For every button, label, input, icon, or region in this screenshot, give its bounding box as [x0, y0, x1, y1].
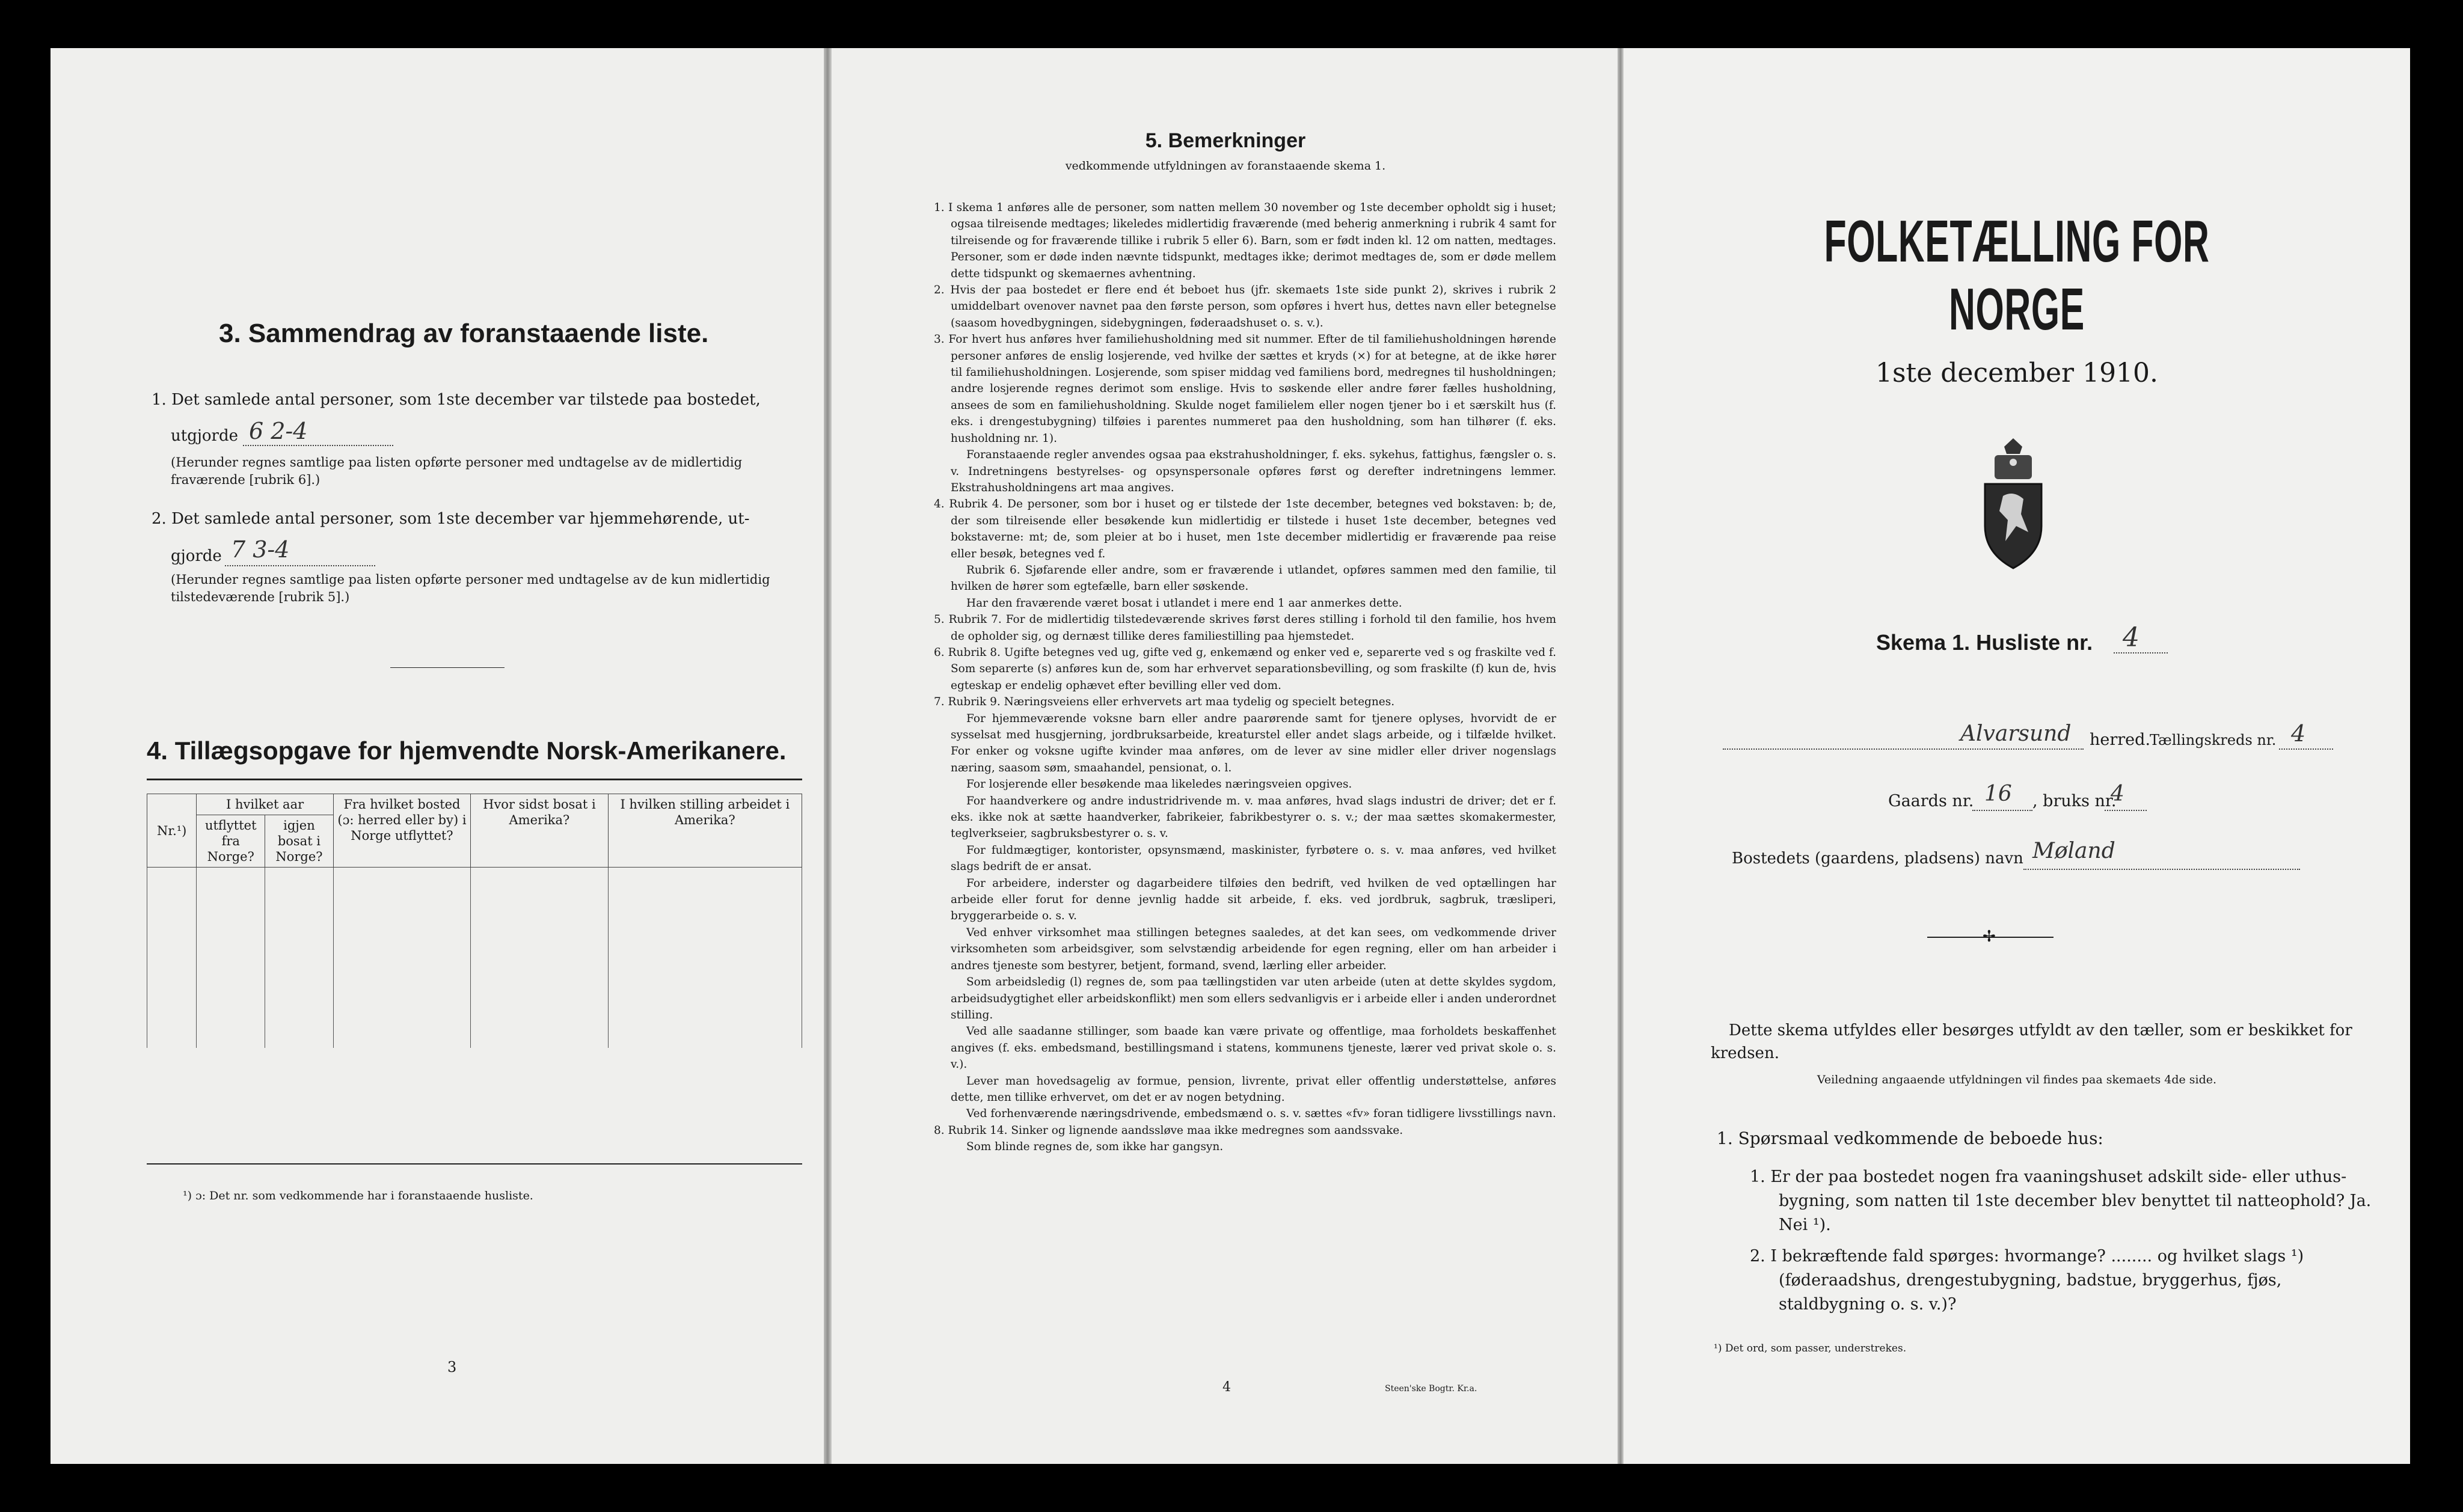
s3-item2-value: 7 3-4	[231, 536, 290, 563]
bosted-value: Møland	[2032, 839, 2115, 863]
table-row	[147, 868, 802, 904]
bosted-dotline	[2023, 869, 2300, 870]
s3-item1: 1. Det samlede antal personer, som 1ste december var tilstede paa bostedet,	[152, 391, 761, 409]
remark-item: 7. Rubrik 9. Næringsveiens eller erhvervets art maa tydelig og specielt betegnes.	[934, 696, 1395, 709]
remark-item: Ved forhenværende næringsdrivende, embedsmænd o. s. v. sættes «fv» foran tidligere livsstillings navn.	[966, 1107, 1556, 1121]
remark-item: Ved enhver virksomhet maa stillingen betegnes saaledes, at det kan sees, om vedkommende driver virksomheten som arbeidsgiver, som selvstændig arbeidende for egen regning, eller om han arbeider i andres tjeneste som bestyrer, betjent, formand, svend, lærling eller arbeider.	[951, 926, 1556, 972]
question-2: 2. I bekræftende fald spørges: hvormange? ........ og hvilket slags ¹) (føderaadshus, drengestubygning, badstue, bryggerhus, fjøs, staldbygning o. s. v.)?	[1750, 1247, 2304, 1314]
s3-item1-dotline	[243, 445, 393, 446]
remarks-list	[934, 200, 1556, 1155]
remark-item: 4. Rubrik 4. De personer, som bor i huset og er tilstede der 1ste december, betegnes ved bokstaven: b; de, der som tilreisende eller besøkende kun midlertidig er tilstede i huset 1ste december, betegnes ved bokstaverne: mt; de, som pleier at bo i huset, men 1ste december midlertidig er fraværende paa reise eller besøk, betegnes ved f.	[934, 498, 1556, 560]
schema-dotline	[2114, 652, 2168, 653]
remark-item: For hjemmeværende voksne barn eller andre paarørende samt for tjenere oplyses, hvorvidt de er sysselsat med husgjerning, jordbruksarbeide, kreaturstel eller andet slags arbeide, og i tilfælde hvilket. For enker og voksne ugifte kvinder maa anføres, om de lever av sine midler eller driver nogenslags næring, saasom søm, smaahandel, pensionat, o. l.	[951, 712, 1556, 774]
section-3-title: 3. Sammendrag av foranstaaende liste.	[219, 319, 709, 348]
page-4	[832, 48, 1619, 1464]
page-1	[1624, 48, 2410, 1464]
bruks-dotline	[2105, 810, 2147, 811]
th-amerika: Hvor sidst bosat i Amerika?	[471, 794, 608, 868]
s3-item1-value: 6 2-4	[249, 418, 308, 444]
table-top-rule	[147, 779, 802, 780]
remark-item: Som blinde regnes de, som ikke har gangsyn.	[966, 1140, 1224, 1154]
herred-dotline	[1723, 748, 2084, 750]
section-4-title: 4. Tillægsopgave for hjemvendte Norsk-Amerikanere.	[147, 736, 787, 765]
kreds-value: 4	[2291, 720, 2306, 747]
remark-item: For arbeidere, inderster og dagarbeidere tilføies den bedrift, ved hvilken de ved optællingen har arbeide eller forut for denne jevnlig hadde sit arbeide, f. eks. ved jordbruk, sagbruk, træsliperi, bryggerarbeide o. s. v.	[951, 877, 1556, 923]
th-igjen: igjen bosat i Norge?	[265, 815, 334, 868]
bosted-label: Bostedets (gaardens, pladsens) navn	[1732, 849, 2023, 868]
s3-item2-note: (Herunder regnes samtlige paa listen opførte personer med undtagelse av de kun midlertidig tilstedeværende [rubrik 5].)	[171, 572, 770, 604]
norsk-amerikaner-table	[147, 794, 802, 1048]
gaards-label: Gaards nr.	[1888, 792, 1974, 810]
s4-footnote: ¹) ɔ: Det nr. som vedkommende har i foranstaaende husliste.	[183, 1189, 533, 1202]
page-fold	[824, 48, 832, 1464]
table-bottom-rule	[147, 1163, 802, 1165]
remark-item: For haandverkere og andre industridrivende m. v. maa anføres, hvad slags industri de driver; det er f. eks. ikke nok at sætte haandverker, fabrikeier, fabrikbestyrer o. s. v.; der maa sættes skomakermester, teglverkseier, sagbruksbestyrer o. s. v.	[951, 794, 1556, 840]
remark-item: 3. For hvert hus anføres hver familiehusholdning med sit nummer. Efter de til familiehusholdningen hørende personer anføres de enslig losjerende, ved hvilke der sættes et kryds (×) for at betegne, at de ikke hører til familiehusholdningen. Losjerende, som spiser middag ved familiens bord, medregnes til husholdningen; andre losjerende regnes derimot som enslige. Hvis to søskende eller andre fører fælles husholdning, ansees de som en familiehusholdning. Skulde noget familielem eller nogen tjener bo i et særskilt hus (f. eks. i drengestubygning) tilføies i parentes nummeret paa den husholdning, som han tilhører (f. eks. husholdning nr. 1).	[934, 333, 1556, 445]
remark-item: 5. Rubrik 7. For de midlertidig tilstedeværende skrives først deres stilling i forhold til den familie, hos hvem de opholder sig, og dernæst tillike deres familiestilling paa hjemstedet.	[934, 613, 1556, 643]
bruks-value: 4	[2111, 782, 2124, 806]
s3-item2-lead: gjorde	[171, 547, 222, 565]
herred-value: Alvarsund	[1960, 721, 2072, 746]
remark-item: Har den fraværende været bosat i utlandet i mere end 1 aar anmerkes dette.	[966, 596, 1402, 610]
page-fold	[1618, 48, 1624, 1464]
th-stilling: I hvilken stilling arbeidet i Amerika?	[608, 794, 802, 868]
gaards-dotline	[1972, 810, 2032, 811]
th-bosted: Fra hvilket bosted (ɔ: herred eller by) i Norge utflyttet?	[333, 794, 470, 868]
table-row	[147, 904, 802, 940]
ornament-icon: ✢	[1983, 928, 1996, 946]
page-number: 4	[1222, 1380, 1231, 1395]
table-row	[147, 940, 802, 976]
coat-of-arms-icon	[1968, 436, 2058, 571]
remark-item: Ved alle saadanne stillinger, som baade kan være private og offentlige, maa forholdets beskaffenhet angives (f. eks. embedsmand, bestillingsmand i statens, kommunens tjeneste, lærer ved privat skole o. s. v.).	[951, 1025, 1556, 1071]
kreds-dotline	[2279, 748, 2333, 750]
bruks-label: , bruks nr.	[2032, 792, 2117, 810]
form-title: FOLKETÆLLING FOR NORGE	[1824, 208, 2210, 342]
herred-label: herred.	[2090, 730, 2151, 749]
schema-label: Skema 1. Husliste nr.	[1876, 630, 2093, 655]
remark-item: 2. Hvis der paa bostedet er flere end ét beboet hus (jfr. skemaets 1ste side punkt 2), skrives i rubrik 2 umiddelbart ovenover navnet paa den første person, som opføres i hvert hus, dettes navn eller betegnelse (saasom hovedbygningen, sidebygningen, føderaadshuset o. s. v.).	[934, 284, 1556, 329]
s3-item2: 2. Det samlede antal personer, som 1ste december var hjemmehørende, ut-	[152, 510, 750, 528]
s3-item1-note: (Herunder regnes samtlige paa listen opførte personer med undtagelse av de midlertidig fraværende [rubrik 6].)	[171, 455, 743, 487]
question-1: 1. Er der paa bostedet nogen fra vaaningshuset adskilt side- eller uthus-bygning, som natten til 1ste december blev benyttet til natteophold? Ja. Nei ¹).	[1750, 1168, 2372, 1234]
remark-item: Rubrik 6. Sjøfarende eller andre, som er fraværende i utlandet, opføres sammen med den familie, til hvilken de hører som egtefælle, barn eller søskende.	[951, 563, 1556, 593]
th-nr: Nr.¹)	[147, 794, 197, 868]
remark-item: 8. Rubrik 14. Sinker og lignende aandssløve maa ikke medregnes som aandssvake.	[934, 1124, 1403, 1137]
s3-item2-dotline	[225, 565, 375, 566]
printer-imprint: Steen'ske Bogtr. Kr.a.	[1385, 1384, 1477, 1394]
remark-item: Foranstaaende regler anvendes ogsaa paa ekstrahusholdninger, f. eks. sykehus, fattighus, fængsler o. s. v. Indretningens bestyrelses- og opsynspersonale opføres først og derefter indretningens lemmer. Ekstrahusholdningens art maa angives.	[951, 448, 1556, 494]
s3-item1-lead: utgjorde	[171, 427, 239, 445]
th-utflyttet: utflyttet fra Norge?	[197, 815, 265, 868]
remark-item: For fuldmægtiger, kontorister, opsynsmænd, maskinister, fyrbøtere o. s. v. maa anføres, ved hvilket slags bedrift de er ansat.	[951, 843, 1556, 874]
remarks-title: 5. Bemerkninger	[1145, 129, 1306, 152]
question-section-title: 1. Spørsmaal vedkommende de beboede hus:	[1717, 1128, 2103, 1148]
table-row	[147, 1012, 802, 1048]
remark-item: Lever man hovedsagelig av formue, pension, livrente, privat eller offentlig understøttelse, anføres dette, men tillike erhvervet, om det er av nogen betydning.	[951, 1074, 1556, 1104]
page-3	[51, 48, 824, 1464]
census-date: 1ste december 1910.	[1875, 358, 2159, 388]
divider	[390, 667, 505, 668]
remarks-subtitle: vedkommende utfyldningen av foranstaaende skema 1.	[1065, 159, 1386, 173]
schema-value: 4	[2123, 622, 2139, 653]
table-row	[147, 976, 802, 1012]
page1-footnote: ¹) Det ord, som passer, understrekes.	[1714, 1342, 1907, 1354]
info-text: Dette skema utfyldes eller besørges utfyldt av den tæller, som er beskikket for kredsen.	[1711, 1021, 2352, 1062]
remark-item: For losjerende eller besøkende maa likeledes næringsveien opgives.	[966, 778, 1352, 791]
remark-item: 6. Rubrik 8. Ugifte betegnes ved ug, gifte ved g, enkemænd og enker ved e, separerte ved s og fraskilte ved f. Som separerte (s) anføres kun de, som har erhvervet separationsbevilling, og som fraskilte (f) kun de, hvis egteskap er endelig ophævet efter bevilling eller ved dom.	[934, 646, 1556, 692]
remark-item: Som arbeidsledig (l) regnes de, som paa tællingstiden var uten arbeide (uten at dette skyldes sygdom, arbeidsudygtighet eller arbeidskonflikt) men som ellers sedvanligvis er i arbeide eller i anden underordnet stilling.	[951, 976, 1556, 1021]
remark-item: 1. I skema 1 anføres alle de personer, som natten mellem 30 november og 1ste december opholdt sig i huset; ogsaa tilreisende medtages; likeledes midlertidig fraværende (med beherig anmerkning i rubrik 4 samt for tilreisende og for fraværende tillike i rubrik 5 eller 6). Barn, som er født inden kl. 12 om natten, medtages. Personer, som er døde inden nævnte tidspunkt, medtages ikke; derimot medtages de, som er døde mellem dette tidspunkt og skemaernes avhentning.	[934, 201, 1556, 280]
page-number: 3	[447, 1359, 457, 1376]
gaards-value: 16	[1984, 782, 2012, 806]
kreds-label: Tællingskreds nr.	[2150, 732, 2277, 748]
th-group: I hvilket aar	[197, 794, 333, 815]
veiledning-text: Veiledning angaaende utfyldningen vil findes paa skemaets 4de side.	[1817, 1073, 2217, 1086]
